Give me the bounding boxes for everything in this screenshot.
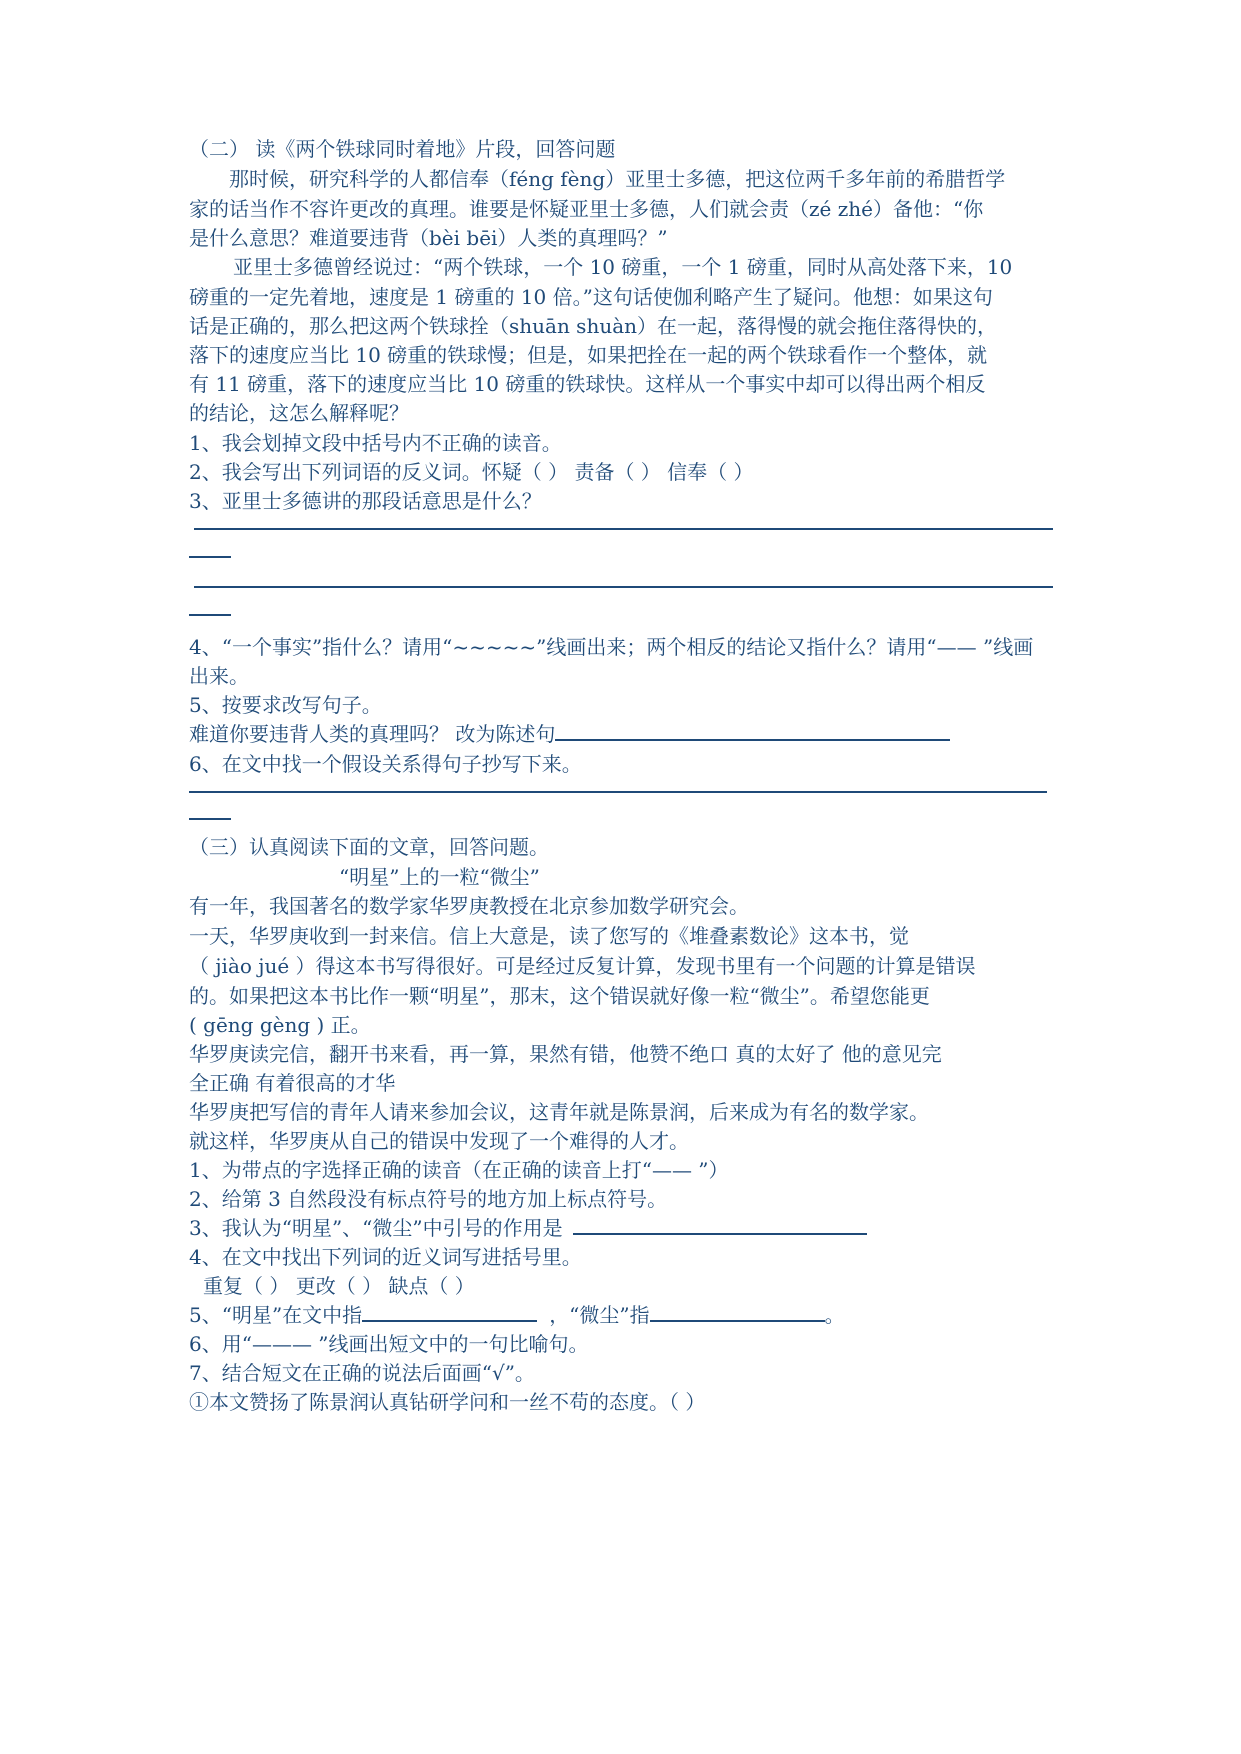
s2-q5-sentence-text: 难道你要违背人类的真理吗？ 改为陈述句 [189, 722, 556, 746]
answer-line-tail [189, 614, 231, 616]
s3-q5-part-c: 。 [824, 1303, 845, 1327]
answer-line[interactable] [362, 1306, 537, 1322]
section2-heading: （二） 读《两个铁球同时着地》片段，回答问题 [189, 137, 616, 161]
s2-p2-line4: 落下的速度应当比 10 磅重的铁球慢；但是，如果把拴在一起的两个铁球看作一个整体，就 [189, 343, 988, 367]
answer-line-tail [189, 556, 231, 558]
s2-question-5: 5、按要求改写句子。 [189, 693, 382, 717]
s2-p2-line6: 的结论，这怎么解释呢？ [189, 401, 409, 425]
s3-p3-line1: 华罗庚读完信，翻开书来看，再一算，果然有错，他赞不绝口 真的太好了 他的意见完 [189, 1042, 942, 1066]
article-title: “明星”上的一粒“微尘” [339, 865, 540, 889]
s2-p2-line2: 磅重的一定先着地，速度是 1 磅重的 10 倍。”这句话使伽利略产生了疑问。他想：如果这句 [189, 285, 993, 309]
s2-p1-line2: 家的话当作不容许更改的真理。谁要是怀疑亚里士多德，人们就会责（zé zhé）备他：“你 [189, 197, 984, 221]
s3-q5-part-a: 5、“明星”在文中指 [189, 1303, 363, 1327]
s3-p5: 就这样，华罗庚从自己的错误中发现了一个难得的人才。 [189, 1129, 689, 1153]
s3-question-7-item-1[interactable]: ①本文赞扬了陈景润认真钻研学问和一丝不苟的态度。（ ） [189, 1390, 706, 1414]
s2-question-2: 2、我会写出下列词语的反义词。怀疑（ ） 责备（ ） 信奉（ ） [189, 460, 754, 484]
section3-heading: （三）认真阅读下面的文章，回答问题。 [189, 835, 549, 859]
s2-question-4-cont: 出来。 [189, 664, 249, 688]
s2-question-4: 4、“一个事实”指什么？请用“~~~~~”线画出来；两个相反的结论又指什么？请用“—— ”线画 [189, 635, 1034, 659]
s3-question-4: 4、在文中找出下列词的近义词写进括号里。 [189, 1245, 582, 1269]
s3-p1: 有一年，我国著名的数学家华罗庚教授在北京参加数学研究会。 [189, 894, 749, 918]
s3-q5-part-b: ，“微尘”指 [549, 1303, 650, 1327]
answer-line[interactable] [194, 586, 1053, 588]
s3-question-4-words[interactable]: 重复（ ） 更改（ ） 缺点（ ） [203, 1274, 475, 1298]
answer-line[interactable] [573, 1219, 867, 1235]
answer-line[interactable] [194, 528, 1053, 530]
s2-question-6: 6、在文中找一个假设关系得句子抄写下来。 [189, 752, 582, 776]
s2-p1-line1: 那时候，研究科学的人都信奉（féng fèng）亚里士多德，把这位两千多年前的希腊哲学 [229, 167, 1006, 191]
answer-line[interactable] [555, 725, 950, 741]
answer-line[interactable] [189, 791, 1047, 793]
answer-line-tail [189, 818, 231, 820]
s3-p4: 华罗庚把写信的青年人请来参加会议，这青年就是陈景润，后来成为有名的数学家。 [189, 1100, 929, 1124]
s2-question-3: 3、亚里士多德讲的那段话意思是什么？ [189, 489, 542, 513]
s2-p2-line3: 话是正确的，那么把这两个铁球拴（shuān shuàn）在一起，落得慢的就会拖住落得快的， [189, 314, 998, 338]
s2-question-5-sentence [189, 718, 1059, 751]
s3-question-1: 1、为带点的字选择正确的读音（在正确的读音上打“—— ”） [189, 1158, 729, 1182]
s2-p1-line3: 是什么意思？难道要违背（bèi bēi）人类的真理吗？” [189, 226, 668, 250]
answer-line[interactable] [650, 1306, 825, 1322]
s3-p3-line2: 全正确 有着很高的才华 [189, 1071, 396, 1095]
s3-question-6: 6、用“——— ”线画出短文中的一句比喻句。 [189, 1332, 589, 1356]
s3-question-2: 2、给第 3 自然段没有标点符号的地方加上标点符号。 [189, 1187, 668, 1211]
s3-p2-line2: （ jiào jué ）得这本书写得很好。可是经过反复计算，发现书里有一个问题的计算是错误 [189, 954, 976, 978]
s2-p2-line5: 有 11 磅重，落下的速度应当比 10 磅重的铁球快。这样从一个事实中却可以得出两个相反 [189, 372, 986, 396]
s3-p2-line1: 一天，华罗庚收到一封来信。信上大意是，读了您写的《堆叠素数论》这本书，觉 [189, 924, 909, 948]
s3-p2-line4: ( gēng gèng ) 正。 [189, 1013, 371, 1037]
s3-p2-line3: 的。如果把这本书比作一颗“明星”，那末，这个错误就好像一粒“微尘”。希望您能更 [189, 984, 930, 1008]
s2-p2-line1: 亚里士多德曾经说过：“两个铁球，一个 10 磅重，一个 1 磅重，同时从高处落下来，10 [233, 255, 1013, 279]
s3-question-7: 7、结合短文在正确的说法后面画“√”。 [189, 1361, 535, 1385]
s2-question-1: 1、我会划掉文段中括号内不正确的读音。 [189, 431, 562, 455]
s3-q3-text: 3、我认为“明星”、“微尘”中引号的作用是 [189, 1216, 563, 1240]
